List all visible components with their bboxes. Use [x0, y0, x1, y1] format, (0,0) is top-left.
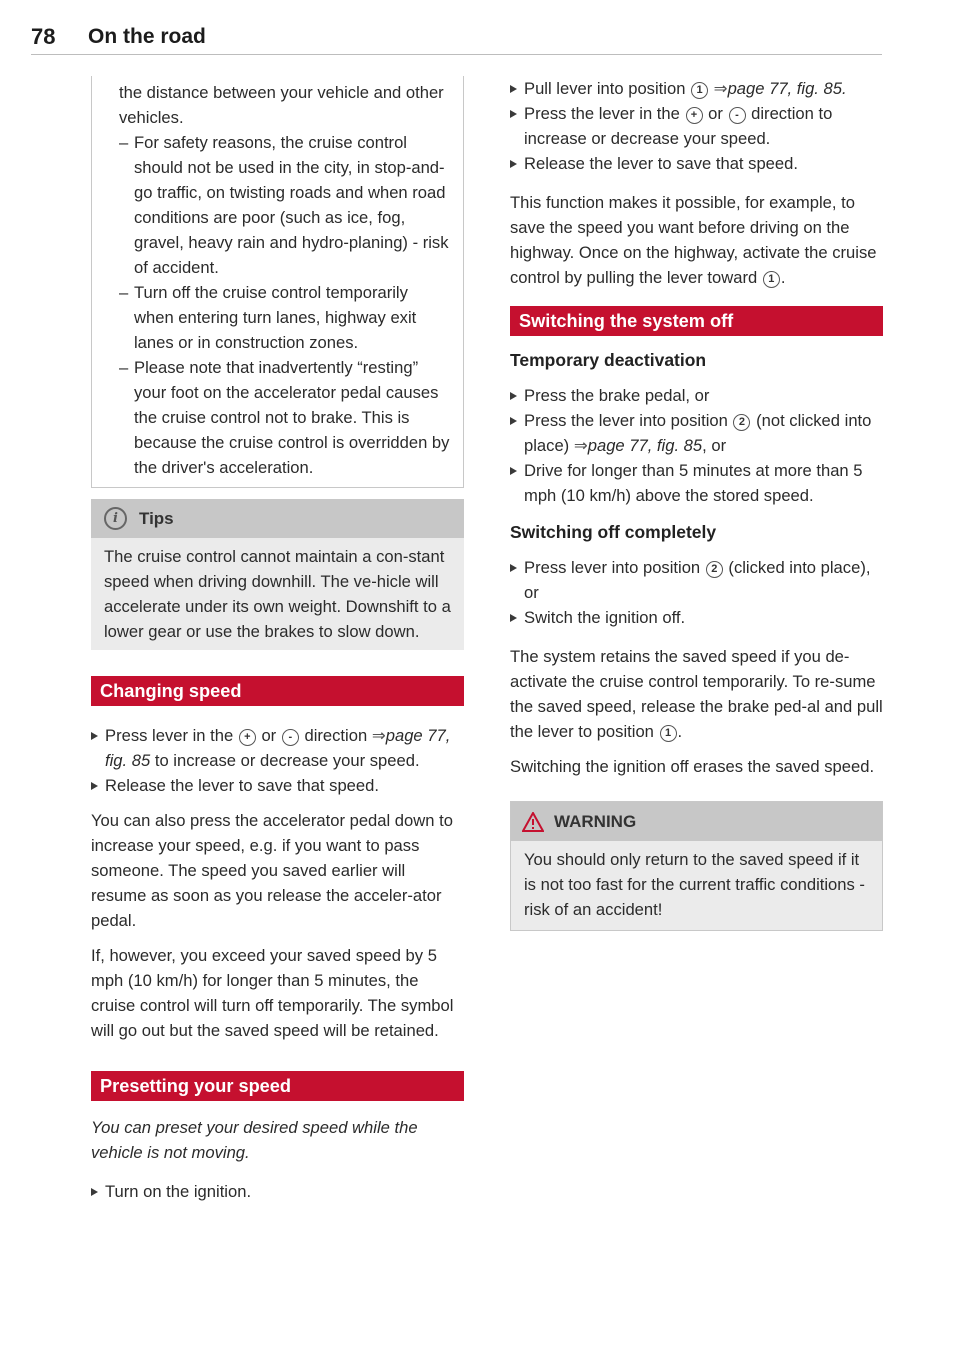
- section-title: On the road: [88, 25, 206, 48]
- position-2-icon: 2: [706, 561, 723, 578]
- cross-reference-link[interactable]: page 77, fig. 85: [105, 726, 451, 770]
- cross-reference-link[interactable]: page 77, fig. 85.: [727, 79, 847, 98]
- info-icon: i: [104, 507, 127, 530]
- presetting-intro: You can preset your desired speed while the vehicle is not moving.: [91, 1118, 418, 1162]
- paragraph: This function makes it possible, for example, to save the speed you want before driving on the highway. Once on the highway, activate the cruise control by pulling the lever toward 1 .: [510, 193, 877, 287]
- step-item: Press the lever in the + or - direction to increase or decrease your speed.: [510, 101, 883, 151]
- presetting-speed-heading: Presetting your speed: [91, 1071, 464, 1101]
- step-item: Switch the ignition off.: [510, 605, 883, 630]
- temporary-deactivation-heading: Temporary deactivation: [510, 350, 707, 370]
- paragraph: If, however, you exceed your saved speed by 5 mph (10 km/h) for longer than 5 minutes, the cruise control will turn off temporarily. The symbol will go out but the saved speed will be retained.: [91, 946, 454, 1040]
- minus-symbol-icon: -: [729, 107, 746, 124]
- cross-reference-arrow-icon: ⇒: [573, 436, 588, 455]
- step-item: Pull lever into position 1 ⇒page 77, fig. 85.: [510, 76, 883, 101]
- warning-body: You should only return to the saved speed if it is not too fast for the current traffic conditions - risk of an accident!: [511, 841, 882, 930]
- warning-cont-text: the distance between your vehicle and other vehicles.: [119, 83, 444, 127]
- complete-steps: [510, 555, 883, 630]
- warning-item: – Turn off the cruise control temporarily when entering turn lanes, highway exit lanes or in construction zones.: [119, 280, 450, 355]
- cross-reference-arrow-icon: ⇒: [371, 726, 386, 745]
- page-header: [31, 24, 882, 55]
- position-1-icon: 1: [691, 82, 708, 99]
- tips-box: [91, 499, 464, 650]
- tips-header: [91, 499, 464, 538]
- warning-title: WARNING: [554, 812, 637, 831]
- right-column: [510, 76, 883, 931]
- step-item: Turn on the ignition.: [91, 1179, 464, 1204]
- step-item: Press the lever into position 2 (not clicked into place) ⇒page 77, fig. 85, or: [510, 408, 883, 458]
- warning-header: [511, 802, 882, 841]
- warning-box: [510, 801, 883, 931]
- step-item: Release the lever to save that speed.: [91, 773, 464, 798]
- plus-symbol-icon: +: [239, 729, 256, 746]
- tips-title: Tips: [139, 509, 174, 528]
- step-item: Drive for longer than 5 minutes at more than 5 mph (10 km/h) above the stored speed.: [510, 458, 883, 508]
- switching-off-heading: Switching the system off: [510, 306, 883, 336]
- left-column: [91, 76, 464, 1204]
- paragraph: The system retains the saved speed if you de-activate the cruise control temporarily. To re-sume the saved speed, release the brake ped-al and pull the lever to position 1 .: [510, 647, 883, 741]
- changing-speed-steps: [91, 723, 464, 798]
- paragraph: Switching the ignition off erases the saved speed.: [510, 757, 875, 776]
- step-item: Press the brake pedal, or: [510, 383, 883, 408]
- page-number: 78: [31, 24, 56, 49]
- temporary-steps: [510, 383, 883, 508]
- plus-symbol-icon: +: [686, 107, 703, 124]
- step-item: Press lever in the + or - direction ⇒page 77, fig. 85 to increase or decrease your speed.: [91, 723, 464, 773]
- switching-off-completely-heading: Switching off completely: [510, 522, 717, 542]
- position-2-icon: 2: [733, 414, 750, 431]
- step-item: Press lever into position 2 (clicked into place), or: [510, 555, 883, 605]
- warning-item: – For safety reasons, the cruise control should not be used in the city, in stop-and-go traffic, on twisting roads and when road conditions are poor (such as ice, fog, gravel, heavy rain and hydro-planing) - risk of accident.: [119, 130, 450, 280]
- paragraph: You can also press the accelerator pedal down to increase your speed, e.g. if you want to pass someone. The speed you saved earlier will resume as soon as you release the acceler-ator pedal.: [91, 811, 453, 930]
- changing-speed-heading: Changing speed: [91, 676, 464, 706]
- step-item: Release the lever to save that speed.: [510, 151, 883, 176]
- warning-item: – Please note that inadvertently “resting” your foot on the accelerator pedal causes the cruise control not to brake. This is because the cruise control is overridden by the driver's acceleration.: [119, 355, 450, 480]
- position-1-icon: 1: [763, 271, 780, 288]
- minus-symbol-icon: -: [282, 729, 299, 746]
- cross-reference-arrow-icon: ⇒: [713, 79, 728, 98]
- warning-continuation: [91, 76, 464, 488]
- tips-body: The cruise control cannot maintain a con-stant speed when driving downhill. The ve-hicle will accelerate under its own weight. Downshift to a lower gear or use the brakes to slow down.: [104, 547, 451, 641]
- position-1-icon: 1: [660, 725, 677, 742]
- cross-reference-link[interactable]: page 77, fig. 85: [587, 436, 703, 455]
- warning-triangle-icon: [522, 812, 544, 832]
